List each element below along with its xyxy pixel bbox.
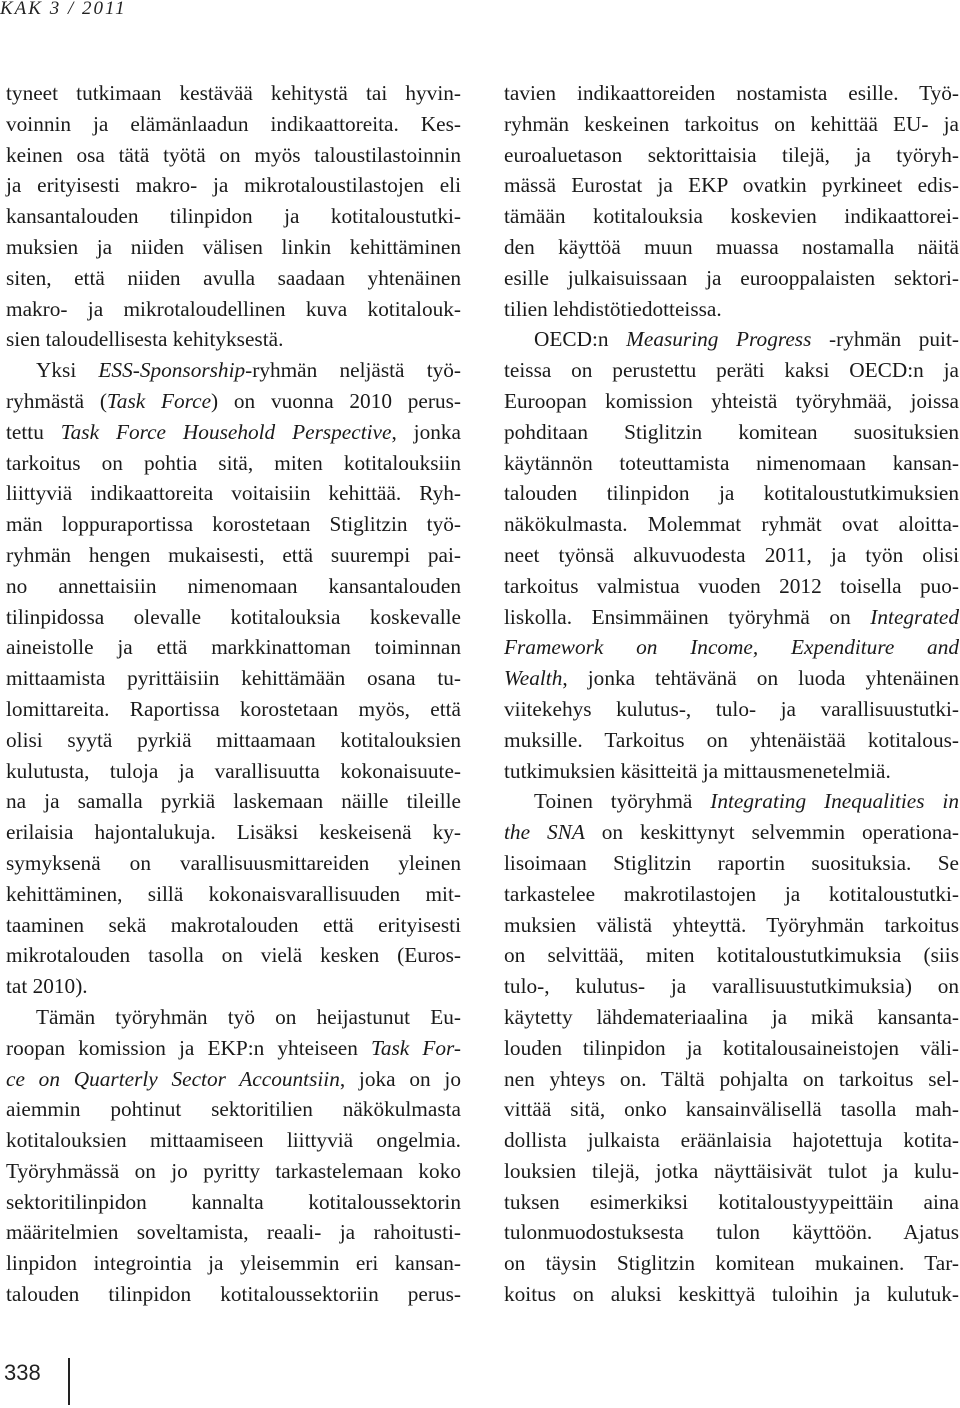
italic-text: Wealth [504,666,563,691]
text-line [504,910,959,941]
text-line [504,170,959,201]
text-segment: -ryhmän neljästä työ- [245,358,461,383]
text-segment: ryhmästä ( [6,388,107,413]
text-segment: tarkoitus valmistua vuoden 2012 toisella puo- [504,573,959,598]
text-segment: aiemmin pohtinut sektoritilien näkökulmasta [6,1097,461,1122]
text-segment: Yksi [36,358,99,383]
text-segment: teissa on perustettu peräti kaksi OECD:n ja [504,358,959,383]
text-segment: tilinpidossa olevalle kotitalouksia koskevalle [6,604,461,629]
text-segment: tavien indikaattoreiden nostamista esille. Työ- [504,81,959,105]
text-line [6,1156,461,1187]
text-segment: voinnin ja elämänlaadun indikaattoreita. Kes- [6,111,461,136]
text-line [504,417,959,448]
text-segment: , joka on jo [339,1066,462,1091]
text-segment: olisi syytä pyrkiä mittaamaan kotitalouksien [6,727,461,752]
text-line [504,725,959,756]
text-segment: Tämän työryhmän työ on heijastunut Eu- [36,1004,461,1029]
text-line [504,448,959,479]
text-segment: tulonmuodostuksesta tulon käyttöön. Ajatus [504,1220,959,1245]
text-line [504,294,959,325]
text-segment: ryhmän hengen mukaisesti, että suurempi pai- [6,542,461,567]
text-line [504,78,959,109]
text-line [6,1125,461,1156]
text-line [504,694,959,725]
text-line [504,632,959,663]
text-segment: -ryhmän puit- [811,327,959,352]
text-line [504,232,959,263]
text-segment: na ja samalla pyrkiä laskemaan näille tileille [6,789,461,814]
text-segment: lisoimaan Stiglitzin raportin suosituksia. Se [504,850,959,875]
italic-text: ce on Quarterly Sector Accountsiin [6,1066,340,1091]
text-line [504,1033,959,1064]
italic-text: ESS-Sponsorship [98,358,246,383]
text-segment: dollista julkaista eräänlaisia hajotettuja kotita- [504,1128,959,1153]
text-line [6,725,461,756]
text-segment: ryhmän keskeinen tarkoitus on kehittää EU- ja [504,111,959,136]
italic-text: Task Force Household Perspective [60,419,392,444]
right-text-column [504,78,959,1310]
text-segment: tämään kotitalouksia koskevien indikaattorei- [504,204,959,229]
text-line [6,1248,461,1279]
text-line [6,448,461,479]
text-line [504,140,959,171]
text-line [504,1279,959,1310]
text-segment: tulo-, kulutus- ja varallisuustutkimuksia) on [504,974,959,999]
text-segment: määritelmien soveltamista, reaali- ja rahoitusti- [6,1220,461,1245]
text-segment: kulutusta, tuloja ja varallisuutta kokonaisuute- [6,758,461,783]
text-line [6,509,461,540]
text-line [504,1248,959,1279]
text-segment: sien taloudellisesta kehityksestä. [6,327,284,352]
text-segment: tarkoitus on pohtia sitä, miten kotitalouksiin [6,450,461,475]
text-line [6,140,461,171]
text-line [6,170,461,201]
text-line [6,910,461,941]
text-line [6,294,461,325]
text-segment: Toinen työryhmä [534,789,711,814]
text-line [6,1217,461,1248]
text-segment: tyneet tutkimaan kestävää kehitystä tai hyvin- [6,81,461,105]
text-line [6,940,461,971]
text-segment: män loppuraportissa korostetaan Stiglitzin työ- [6,512,461,537]
text-line [504,540,959,571]
running-head: KAK 3 / 2011 [0,0,127,19]
italic-text: Task Force [106,388,212,413]
text-segment: pohditaan Stiglitzin komitean suosituksien [504,419,959,444]
text-line [6,602,461,633]
italic-text: Measuring Progress [626,327,812,352]
text-line [6,386,461,417]
page-number: 338 [4,1360,41,1385]
italic-text: Task For- [370,1035,462,1060]
text-segment: tettu [6,419,61,444]
text-segment: OECD:n [534,327,627,352]
text-segment: nen yhteys on. Tältä pohjalta on tarkoitus sel- [504,1066,959,1091]
text-segment: esille julkaisuissaan ja eurooppalaisten sektori- [504,265,959,290]
text-segment: mittaamista pyrittäisiin kehittämään osana tu- [6,666,461,691]
text-segment: tilien lehdistötiedotteissa. [504,296,722,321]
text-line [504,817,959,848]
text-segment: Euroopan komission yhteistä työryhmää, joissa [504,388,959,413]
text-segment: liittyviä indikaattoreita voitaisiin kehittää. Ryh- [6,481,461,506]
text-line [504,848,959,879]
text-line [504,786,959,817]
text-segment: kehittäminen, sillä kokonaisvarallisuuden mit- [6,881,461,906]
text-segment: makro- ja mikrotaloudellinen kuva kotitalouk- [6,296,461,321]
text-line [504,1156,959,1187]
text-line [6,540,461,571]
text-line [6,201,461,232]
text-segment: käytetty lähdemateriaalina ja mikä kansanta- [504,1004,959,1029]
text-segment: , jonka tehtävänä on luoda yhtenäinen [562,666,959,691]
text-line [6,694,461,725]
text-line [6,355,461,386]
text-line [504,1125,959,1156]
text-segment: , jonka [391,419,462,444]
text-line [6,263,461,294]
text-line [504,201,959,232]
text-line [6,78,461,109]
text-line [504,263,959,294]
italic-text: the SNA [504,820,585,845]
text-segment: kansantalouden tilinpidon ja kotitaloustutki- [6,204,461,229]
text-line [6,324,461,355]
text-segment: linpidon integrointia ja yleisemmin eri kansan- [6,1251,461,1276]
text-line [6,817,461,848]
text-segment: tuksen esimerkiksi kotitaloustyypeittäin aina [504,1189,959,1214]
text-segment: siten, että niiden avulla saadaan yhtenäinen [6,265,461,290]
left-text-column [6,78,461,1310]
text-line [504,971,959,1002]
text-segment: mikrotalouden tasolla on vielä kesken (Euros- [6,943,461,968]
text-segment: on täysin Stiglitzin komitean mukainen. Tar- [504,1251,959,1276]
text-segment: louden tilinpidon ja kotitalousaineistojen väli- [504,1035,959,1060]
text-segment: viitekehys kulutus-, tulo- ja varallisuustutki- [504,696,959,721]
text-line [504,663,959,694]
text-line [6,478,461,509]
text-segment: muksien ja niiden välisen linkin kehittäminen [6,234,461,259]
text-line [6,1002,461,1033]
text-segment: muksien välistä yhteyttä. Työryhmän tarkoitus [504,912,959,937]
text-line [6,632,461,663]
italic-text: Framework on Income, Expenditure and [504,635,959,660]
text-segment: taaminen sekä makrotalouden että erityisesti [6,912,461,937]
text-line [504,1217,959,1248]
text-line [6,786,461,817]
text-line [504,571,959,602]
text-line [504,940,959,971]
text-line [504,1187,959,1218]
text-line [504,386,959,417]
text-line [6,232,461,263]
text-line [504,1064,959,1095]
text-segment: muksille. Tarkoitus on yhtenäistää kotitalous- [504,727,959,752]
text-line [6,1033,461,1064]
italic-text: Integrating Inequalities in [710,789,960,814]
text-segment: talouden tilinpidon kotitaloussektoriin perus- [6,1282,461,1307]
text-line [504,1002,959,1033]
text-line [6,848,461,879]
text-line [504,879,959,910]
text-segment: den käyttöä muun muassa nostamalla näitä [504,234,959,259]
text-segment: tat 2010). [6,974,88,999]
text-segment: kotitalouksien mittaamiseen liittyviä ongelmia. [6,1128,461,1153]
text-segment: talouden tilinpidon ja kotitaloustutkimuksien [504,481,959,506]
text-line [6,571,461,602]
text-segment: tarkastelee makrotilastojen ja kotitaloustutki- [504,881,959,906]
text-segment: sektoritilinpidon kannalta kotitaloussektorin [6,1189,461,1214]
text-line [504,602,959,633]
text-line [504,1094,959,1125]
text-line [6,663,461,694]
text-line [6,109,461,140]
text-line [6,1279,461,1310]
text-segment: on selvittää, miten kotitaloustutkimuksia (siis [504,943,959,968]
text-line [6,756,461,787]
text-segment: tutkimuksien käsitteitä ja mittausmenetelmiä. [504,758,891,783]
text-segment: on keskittynyt selvemmin operationa- [584,820,959,845]
text-line [504,355,959,386]
text-line [504,109,959,140]
text-line [504,756,959,787]
text-segment: ) on vuonna 2010 perus- [211,388,461,413]
footer-rule [68,1358,70,1405]
text-segment: euroaluetason sektorittaisia tilejä, ja työryh- [504,142,959,167]
text-line [6,879,461,910]
text-line [6,1187,461,1218]
text-segment: roopan komission ja EKP:n yhteiseen [6,1035,371,1060]
text-line [6,1094,461,1125]
text-line [504,478,959,509]
text-segment: vittää sitä, onko kansainvälisellä tasolla mah- [504,1097,959,1122]
text-segment: näkökulmasta. Molemmat ryhmät ovat aloitta- [504,512,959,537]
italic-text: Integrated [870,604,959,629]
text-segment: neet työnsä alkuvuodesta 2011, ja työn olisi [504,542,959,567]
text-segment: louksien tilejä, jotka näyttäisivät tulot ja kulu- [504,1158,959,1183]
text-segment: mässä Eurostat ja EKP ovatkin pyrkineet edis- [504,173,959,198]
text-segment: koitus on aluksi keskittyä tuloihin ja kulutuk- [504,1282,959,1307]
text-segment: keinen osa tätä työtä on myös taloustilastoinnin [6,142,461,167]
text-line [504,509,959,540]
text-segment: erilaisia hajontalukuja. Lisäksi keskeisenä ky- [6,820,461,845]
text-segment: no annettaisiin nimenomaan kansantalouden [6,573,461,598]
text-segment: liskolla. Ensimmäinen työryhmä on [504,604,871,629]
text-segment: Työryhmässä on jo pyritty tarkastelemaan koko [6,1158,461,1183]
text-line [6,1064,461,1095]
text-segment: lomittareita. Raportissa korostetaan myös, että [6,696,461,721]
text-line [6,971,461,1002]
text-line [6,417,461,448]
text-line [504,324,959,355]
text-segment: aineistolle ja että markkinattoman toiminnan [6,635,461,660]
text-segment: symyksenä on varallisuusmittareiden yleinen [6,850,461,875]
text-segment: käytännön toteuttamista nimenomaan kansan- [504,450,959,475]
text-segment: ja erityisesti makro- ja mikrotaloustilastojen eli [6,173,461,198]
